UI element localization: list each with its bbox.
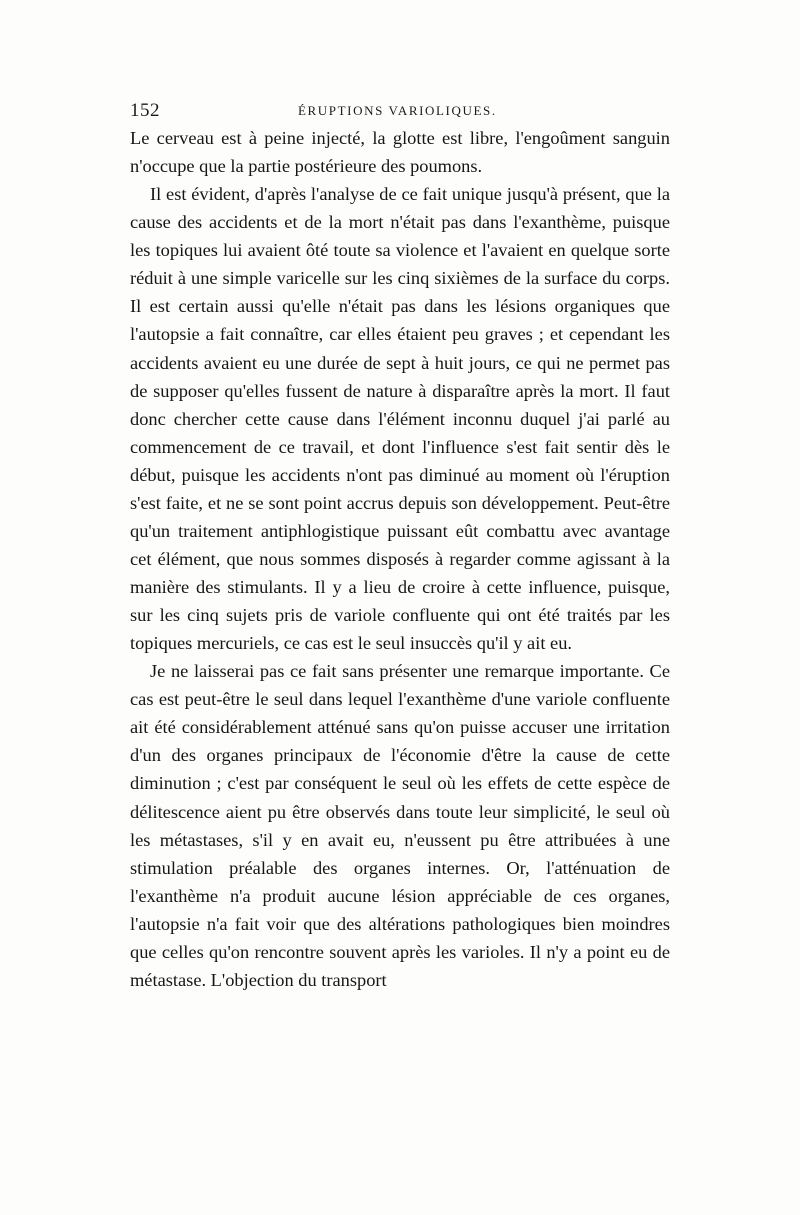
paragraph-continuation: Le cerveau est à peine injecté, la glotte est libre, l'engoûment sanguin n'occupe que la partie postérieure des poumons.: [130, 128, 670, 177]
body-text: [130, 124, 670, 994]
paragraph: Il est évident, d'après l'analyse de ce fait unique jusqu'à présent, que la cause des accidents et de la mort n'était pas dans l'exanthème, puisque les topiques lui avaient ôté toute sa violence et l'avaient en quelque sorte réduit à une simple varicelle sur les cinq sixièmes de la surface du corps. Il est certain aussi qu'elle n'était pas dans les lésions organiques que l'autopsie a fait connaître, car elles étaient peu graves ; et cependant les accidents avaient eu une durée de sept à huit jours, ce qui ne permet pas de supposer qu'elles fussent de nature à disparaître après la mort. Il faut donc chercher cette cause dans l'élément inconnu duquel j'ai parlé au commencement de ce travail, et dont l'influence s'est fait sentir dès le début, puisque les accidents n'ont pas diminué au moment où l'éruption s'est faite, et ne se sont point accrus depuis son développement. Peut-être qu'un traitement antiphlogistique puissant eût combattu avec avantage cet élément, que nous sommes disposés à regarder comme agissant à la manière des stimulants. Il y a lieu de croire à cette influence, puisque, sur les cinq sujets pris de variole confluente qui ont été traités par les topiques mercuriels, ce cas est le seul insuccès qu'il y ait eu.: [130, 184, 670, 654]
page-number: 152: [130, 100, 160, 121]
running-title: ÉRUPTIONS VARIOLIQUES.: [298, 103, 497, 118]
paragraph: Je ne laisserai pas ce fait sans présenter une remarque importante. Ce cas est peut-être le seul dans lequel l'exanthème d'une variole confluente ait été considérablement atténué sans qu'on puisse accuser une irritation d'un des organes principaux de l'économie d'être la cause de cette diminution ; c'est par conséquent le seul où les effets de cette espèce de délitescence aient pu être observés dans toute leur simplicité, le seul où les métastases, s'il y en avait eu, n'eussent pu être attribuées à une stimulation préalable des organes internes. Or, l'atténuation de l'exanthème n'a produit aucune lésion appréciable de ces organes, l'autopsie n'a fait voir que des altérations pathologiques bien moindres que celles qu'on rencontre souvent après les varioles. Il n'y a point eu de métastase. L'objection du transport: [130, 661, 670, 990]
page-header: [130, 100, 670, 124]
